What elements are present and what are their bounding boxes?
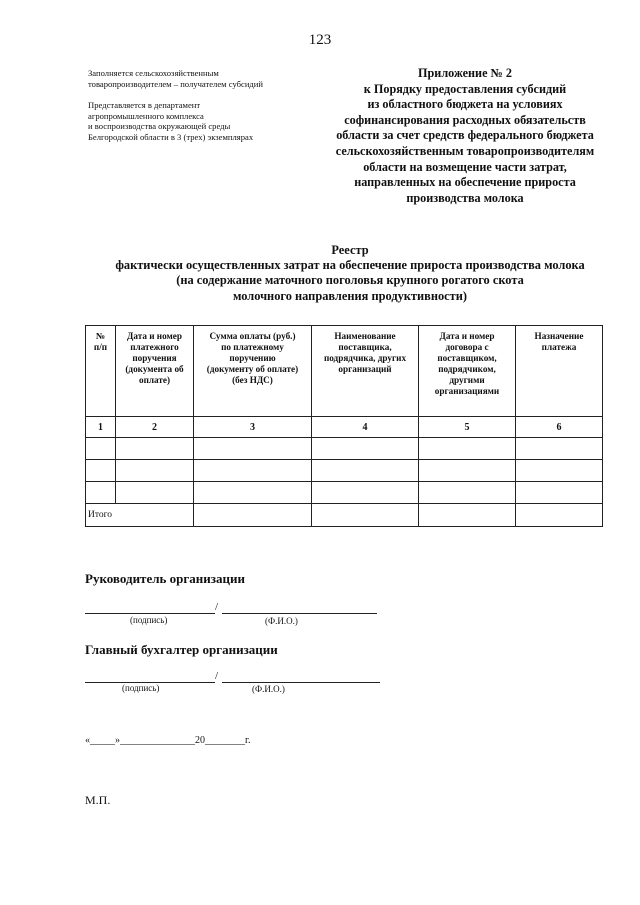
submit-note-line: Белгородской области в 3 (трех) экземплярах (88, 131, 254, 142)
date-line[interactable]: «_____»_______________20________г. (85, 735, 251, 746)
empty-cell[interactable] (516, 438, 603, 460)
column-number: 6 (516, 417, 603, 438)
appendix-line: производства молока (406, 190, 524, 205)
submit-note-line: и воспроизводства окружающей среды (88, 121, 231, 132)
stamp-place: М.П. (85, 793, 111, 807)
submit-note-line: Представляется в департамент (88, 100, 201, 110)
column-number: 5 (419, 417, 516, 438)
column-number: 3 (194, 417, 312, 438)
empty-cell[interactable] (312, 438, 419, 460)
accountant-fio-label: (Ф.И.О.) (252, 684, 285, 694)
empty-cell[interactable] (419, 482, 516, 504)
registry-heading (80, 243, 620, 304)
empty-cell[interactable] (86, 460, 116, 482)
header-cell-contract: Дата и номер договора с поставщиком, подрядчиком, другими организациями (419, 326, 516, 417)
table-row (86, 438, 603, 460)
appendix-line: софинансирования расходных обязательств (344, 112, 586, 127)
empty-cell[interactable] (419, 460, 516, 482)
head-fio-label: (Ф.И.О.) (265, 616, 298, 626)
appendix-heading (300, 66, 630, 206)
appendix-line: из областного бюджета на условиях (367, 97, 563, 112)
empty-cell[interactable] (516, 482, 603, 504)
registry-line: фактически осуществленных затрат на обеспечение прироста производства молока (115, 258, 585, 273)
registry-line: (на содержание маточного поголовья крупного рогатого скота (176, 273, 524, 288)
empty-cell[interactable] (86, 482, 116, 504)
empty-cell[interactable] (194, 460, 312, 482)
submit-note (88, 100, 318, 142)
appendix-line: к Порядку предоставления субсидий (363, 81, 567, 96)
header-cell-payment-order: Дата и номер платежного поручения (документа об оплате) (116, 326, 194, 417)
empty-cell[interactable] (194, 438, 312, 460)
column-number: 1 (86, 417, 116, 438)
head-signature-label: (подпись) (130, 615, 168, 625)
column-number-row (86, 417, 603, 438)
header-cell-purpose: Назначение платежа (516, 326, 603, 417)
header-cell-amount: Сумма оплаты (руб.) по платежному поручению (документу об оплате) (без НДС) (194, 326, 312, 417)
head-signature-slash: / (215, 601, 219, 613)
empty-cell[interactable] (419, 438, 516, 460)
total-cell[interactable] (312, 504, 419, 527)
total-cell[interactable] (516, 504, 603, 527)
head-signature-line[interactable] (85, 613, 215, 614)
total-row (86, 504, 603, 527)
table-row (86, 460, 603, 482)
column-number: 4 (312, 417, 419, 438)
empty-cell[interactable] (116, 460, 194, 482)
header-cell-supplier: Наименование поставщика, подрядчика, других организаций (312, 326, 419, 417)
empty-cell[interactable] (312, 460, 419, 482)
appendix-line: Приложение № 2 (418, 66, 512, 80)
total-cell[interactable] (194, 504, 312, 527)
head-signature-title: Руководитель организации (85, 571, 245, 586)
registry-title: Реестр (331, 243, 369, 257)
accountant-signature-label: (подпись) (122, 683, 160, 693)
appendix-line: области на возмещение части затрат, (363, 159, 567, 174)
head-fio-line[interactable] (222, 613, 377, 614)
appendix-line: области за счет средств федерального бюджета (336, 128, 594, 143)
total-label: Итого (86, 504, 194, 527)
empty-cell[interactable] (86, 438, 116, 460)
fill-note-line: Заполняется сельскохозяйственным (88, 68, 219, 78)
registry-table (85, 325, 603, 527)
accountant-fio-line[interactable] (222, 682, 380, 683)
accountant-signature-title: Главный бухгалтер организации (85, 642, 278, 657)
appendix-line: направленных на обеспечение прироста (354, 175, 576, 190)
empty-cell[interactable] (516, 460, 603, 482)
empty-cell[interactable] (116, 438, 194, 460)
submit-note-line: агропромышленного комплекса (88, 110, 204, 121)
total-cell[interactable] (419, 504, 516, 527)
table-row (86, 482, 603, 504)
registry-line: молочного направления продуктивности) (232, 288, 468, 303)
table-header-row (86, 326, 603, 417)
column-number: 2 (116, 417, 194, 438)
appendix-line: сельскохозяйственным товаропроизводителям (335, 143, 595, 158)
empty-cell[interactable] (116, 482, 194, 504)
fill-note (88, 68, 318, 89)
empty-cell[interactable] (312, 482, 419, 504)
page-number: 123 (308, 32, 332, 48)
empty-cell[interactable] (194, 482, 312, 504)
header-cell-number: № п/п (86, 326, 116, 417)
accountant-signature-slash: / (215, 670, 219, 682)
fill-note-line: товаропроизводителем – получателем субсидий (88, 78, 263, 89)
